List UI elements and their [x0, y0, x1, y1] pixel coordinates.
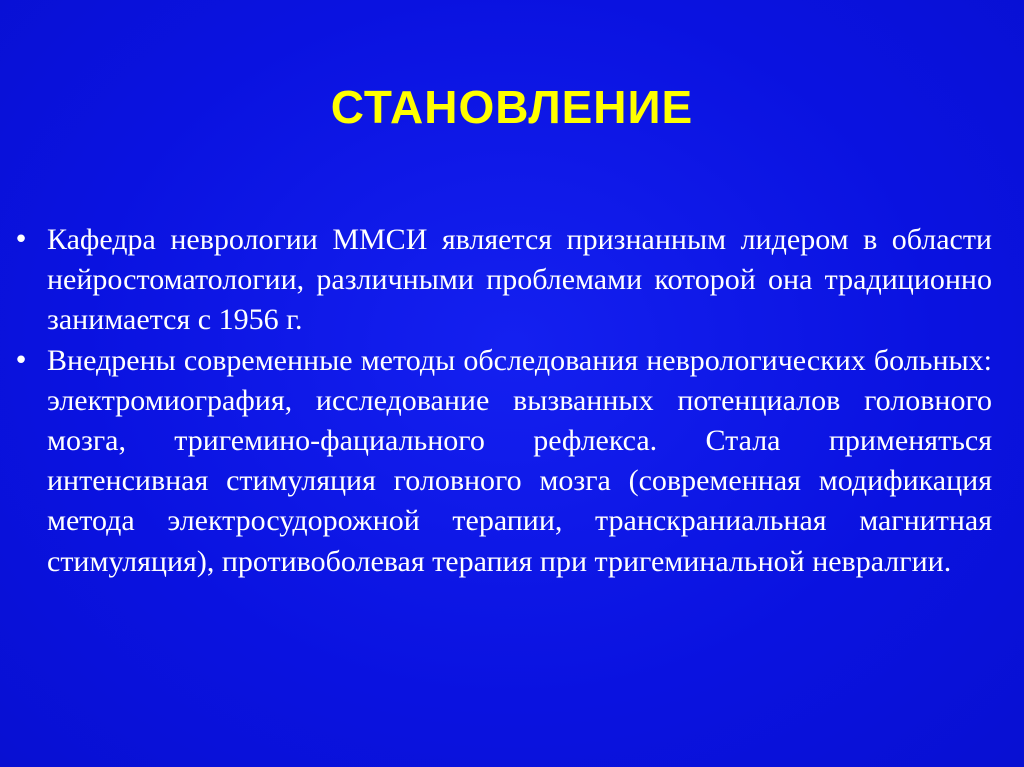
bullet-list — [10, 220, 992, 582]
bullet-text-1: Кафедра неврологии ММСИ является признанным лидером в области нейростоматологии, различными проблемами которой она традиционно занимается с 1956 г. — [47, 223, 992, 337]
bullet-text-2: Внедрены современные методы обследования неврологических больных: электромиография, исследование вызванных потенциалов головного мозга, тригемино-фациального рефлекса. Стала применяться интенсивная стимуляция головного мозга (современная модификация метода электросудорожной терапии, транскраниальная магнитная стимуляция), противоболевая терапия при тригеминальной невралгии. — [47, 343, 992, 578]
bullet-item-2 — [10, 341, 992, 582]
bullet-icon: • — [13, 225, 29, 255]
bullet-item-1 — [10, 220, 992, 341]
bullet-icon: • — [13, 345, 29, 376]
slide-title: СТАНОВЛЕНИЕ — [330, 81, 694, 133]
